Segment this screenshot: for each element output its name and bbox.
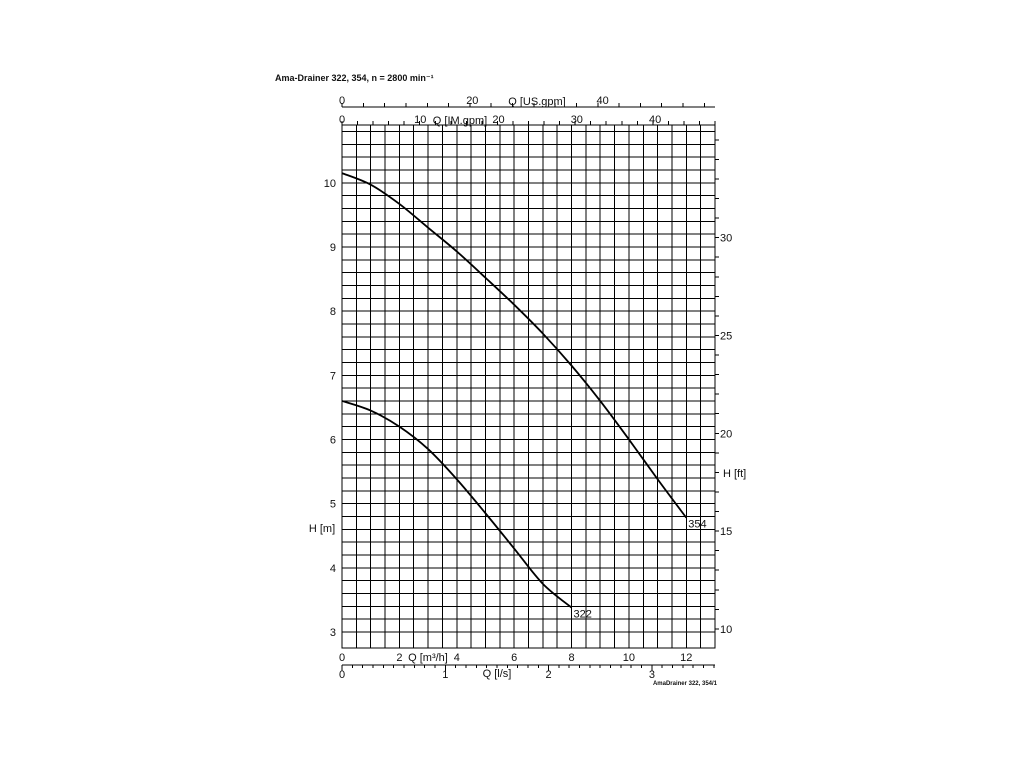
tick-label-m3h: 2 <box>396 652 403 664</box>
tick-label-im-gpm: 40 <box>648 114 662 126</box>
tick-label-h-m: 6 <box>329 434 336 447</box>
tick-label-m3h: 6 <box>511 652 518 664</box>
tick-label-us-gpm: 20 <box>466 95 479 107</box>
curves <box>342 173 707 620</box>
tick-label-h-ft: 20 <box>720 428 733 441</box>
axis-label-us-gpm: Q [US.gpm] <box>508 96 566 108</box>
curve-label-322: 322 <box>573 608 592 621</box>
tick-label-ls: 1 <box>442 669 449 681</box>
tick-label-h-m: 7 <box>329 370 336 383</box>
tick-label-us-gpm: 0 <box>338 95 346 107</box>
tick-label-m3h: 12 <box>680 652 693 664</box>
chart-title: Ama-Drainer 322, 354, n = 2800 min⁻¹ <box>275 73 434 83</box>
tick-label-im-gpm: 0 <box>338 114 346 126</box>
tick-label-h-ft: 30 <box>720 232 733 245</box>
tick-label-h-m: 8 <box>329 306 336 319</box>
tick-label-ls: 3 <box>648 669 655 681</box>
tick-label-us-gpm: 40 <box>596 95 609 107</box>
curve-label-354: 354 <box>688 518 707 531</box>
tick-label-h-m: 9 <box>329 241 336 254</box>
tick-label-h-ft: 15 <box>720 526 733 539</box>
tick-label-m3h: 0 <box>338 652 346 664</box>
tick-label-im-gpm: 10 <box>414 114 427 126</box>
tick-label-h-ft: 25 <box>720 330 733 343</box>
axis-label-m3h: Q [m³/h] <box>408 652 448 664</box>
tick-label-h-ft: 10 <box>720 623 733 636</box>
axis-label-ls: Q [l/s] <box>482 668 512 680</box>
tick-label-h-m: 10 <box>323 177 336 190</box>
tick-label-m3h: 10 <box>622 652 636 664</box>
tick-label-h-m: 3 <box>329 626 336 639</box>
tick-label-h-m: 4 <box>329 562 336 575</box>
tick-label-m3h: 4 <box>453 652 460 664</box>
tick-label-m3h: 8 <box>568 652 575 664</box>
axis-label-im-gpm: Q [IM.gpm] <box>432 115 488 127</box>
tick-label-h-m: 5 <box>329 498 336 511</box>
tick-label-ls: 2 <box>545 669 552 681</box>
axis-label-h-m: H [m] <box>308 523 336 535</box>
footnote: AmaDrainer 322, 354/1 <box>652 681 717 687</box>
tick-label-ls: 0 <box>338 669 346 681</box>
axis-label-h-ft: H [ft] <box>723 468 747 480</box>
tick-label-im-gpm: 20 <box>492 114 505 126</box>
tick-label-im-gpm: 30 <box>570 114 583 126</box>
